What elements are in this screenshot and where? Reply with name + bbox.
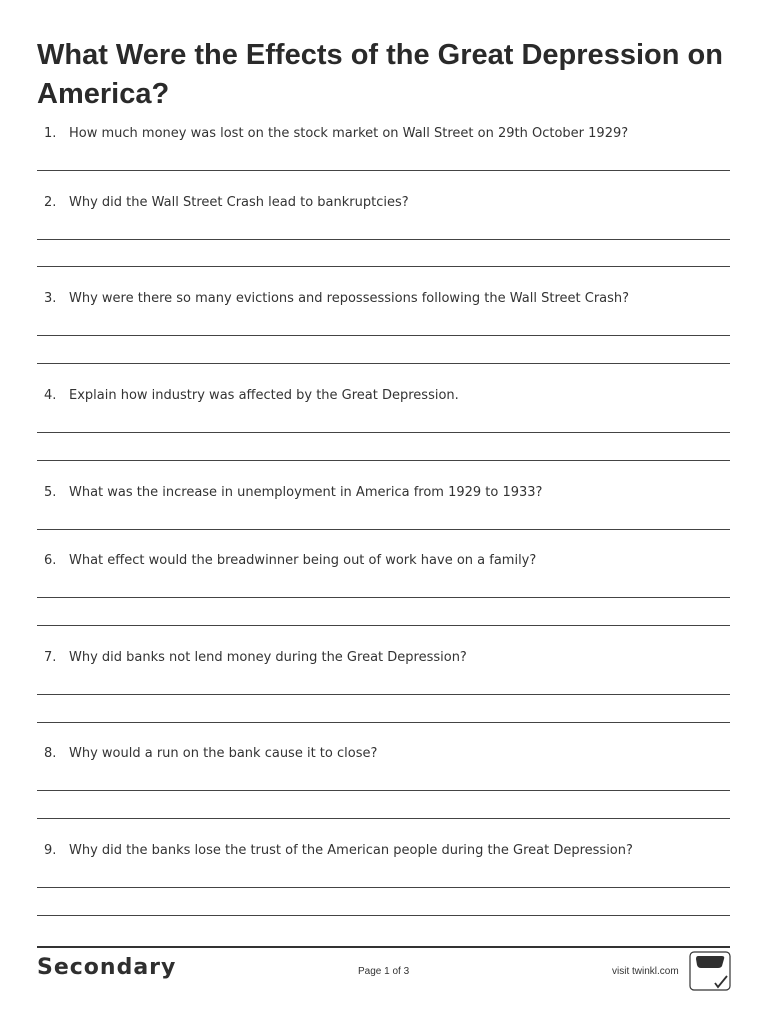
answer-line[interactable] [37,625,730,626]
page-title: What Were the Effects of the Great Depression on America? [37,39,723,110]
question-text: What effect would the breadwinner being out of work have on a family? [69,553,537,568]
answer-line[interactable] [37,887,730,888]
answer-line[interactable] [37,722,730,723]
brand-label: Secondary [37,955,177,980]
answer-line[interactable] [37,529,730,530]
answer-line[interactable] [37,335,730,336]
answer-line[interactable] [37,694,730,695]
question-number: 4. [44,388,57,403]
answer-line[interactable] [37,432,730,433]
question-number: 7. [44,650,57,665]
footer-divider [37,946,730,948]
question-7 [44,650,467,665]
question-number: 3. [44,291,57,306]
quality-badge-icon [689,951,733,993]
answer-line[interactable] [37,239,730,240]
question-text: Why did the banks lose the trust of the American people during the Great Depression? [69,843,633,858]
question-4 [44,388,459,403]
question-3 [44,291,629,306]
answer-line[interactable] [37,266,730,267]
question-number: 1. [44,126,57,141]
answer-line[interactable] [37,170,730,171]
answer-line[interactable] [37,363,730,364]
question-text: Why did the Wall Street Crash lead to bankruptcies? [69,195,409,210]
question-9 [44,843,633,858]
question-number: 9. [44,843,57,858]
question-2 [44,195,409,210]
answer-line[interactable] [37,460,730,461]
question-number: 5. [44,485,57,500]
answer-line[interactable] [37,790,730,791]
question-text: Why did banks not lend money during the Great Depression? [69,650,467,665]
question-number: 6. [44,553,57,568]
answer-line[interactable] [37,597,730,598]
question-5 [44,485,542,500]
question-1 [44,126,628,141]
question-6 [44,553,536,568]
question-text: Explain how industry was affected by the Great Depression. [69,388,459,403]
question-number: 2. [44,195,57,210]
question-8 [44,746,377,761]
answer-line[interactable] [37,818,730,819]
website-link[interactable]: visit twinkl.com [612,966,679,977]
answer-line[interactable] [37,915,730,916]
page-number: Page 1 of 3 [358,966,410,977]
question-text: How much money was lost on the stock market on Wall Street on 29th October 1929? [69,126,629,141]
question-number: 8. [44,746,57,761]
question-text: Why would a run on the bank cause it to close? [69,746,378,761]
question-text: What was the increase in unemployment in America from 1929 to 1933? [69,485,543,500]
question-text: Why were there so many evictions and repossessions following the Wall Street Crash? [69,291,630,306]
